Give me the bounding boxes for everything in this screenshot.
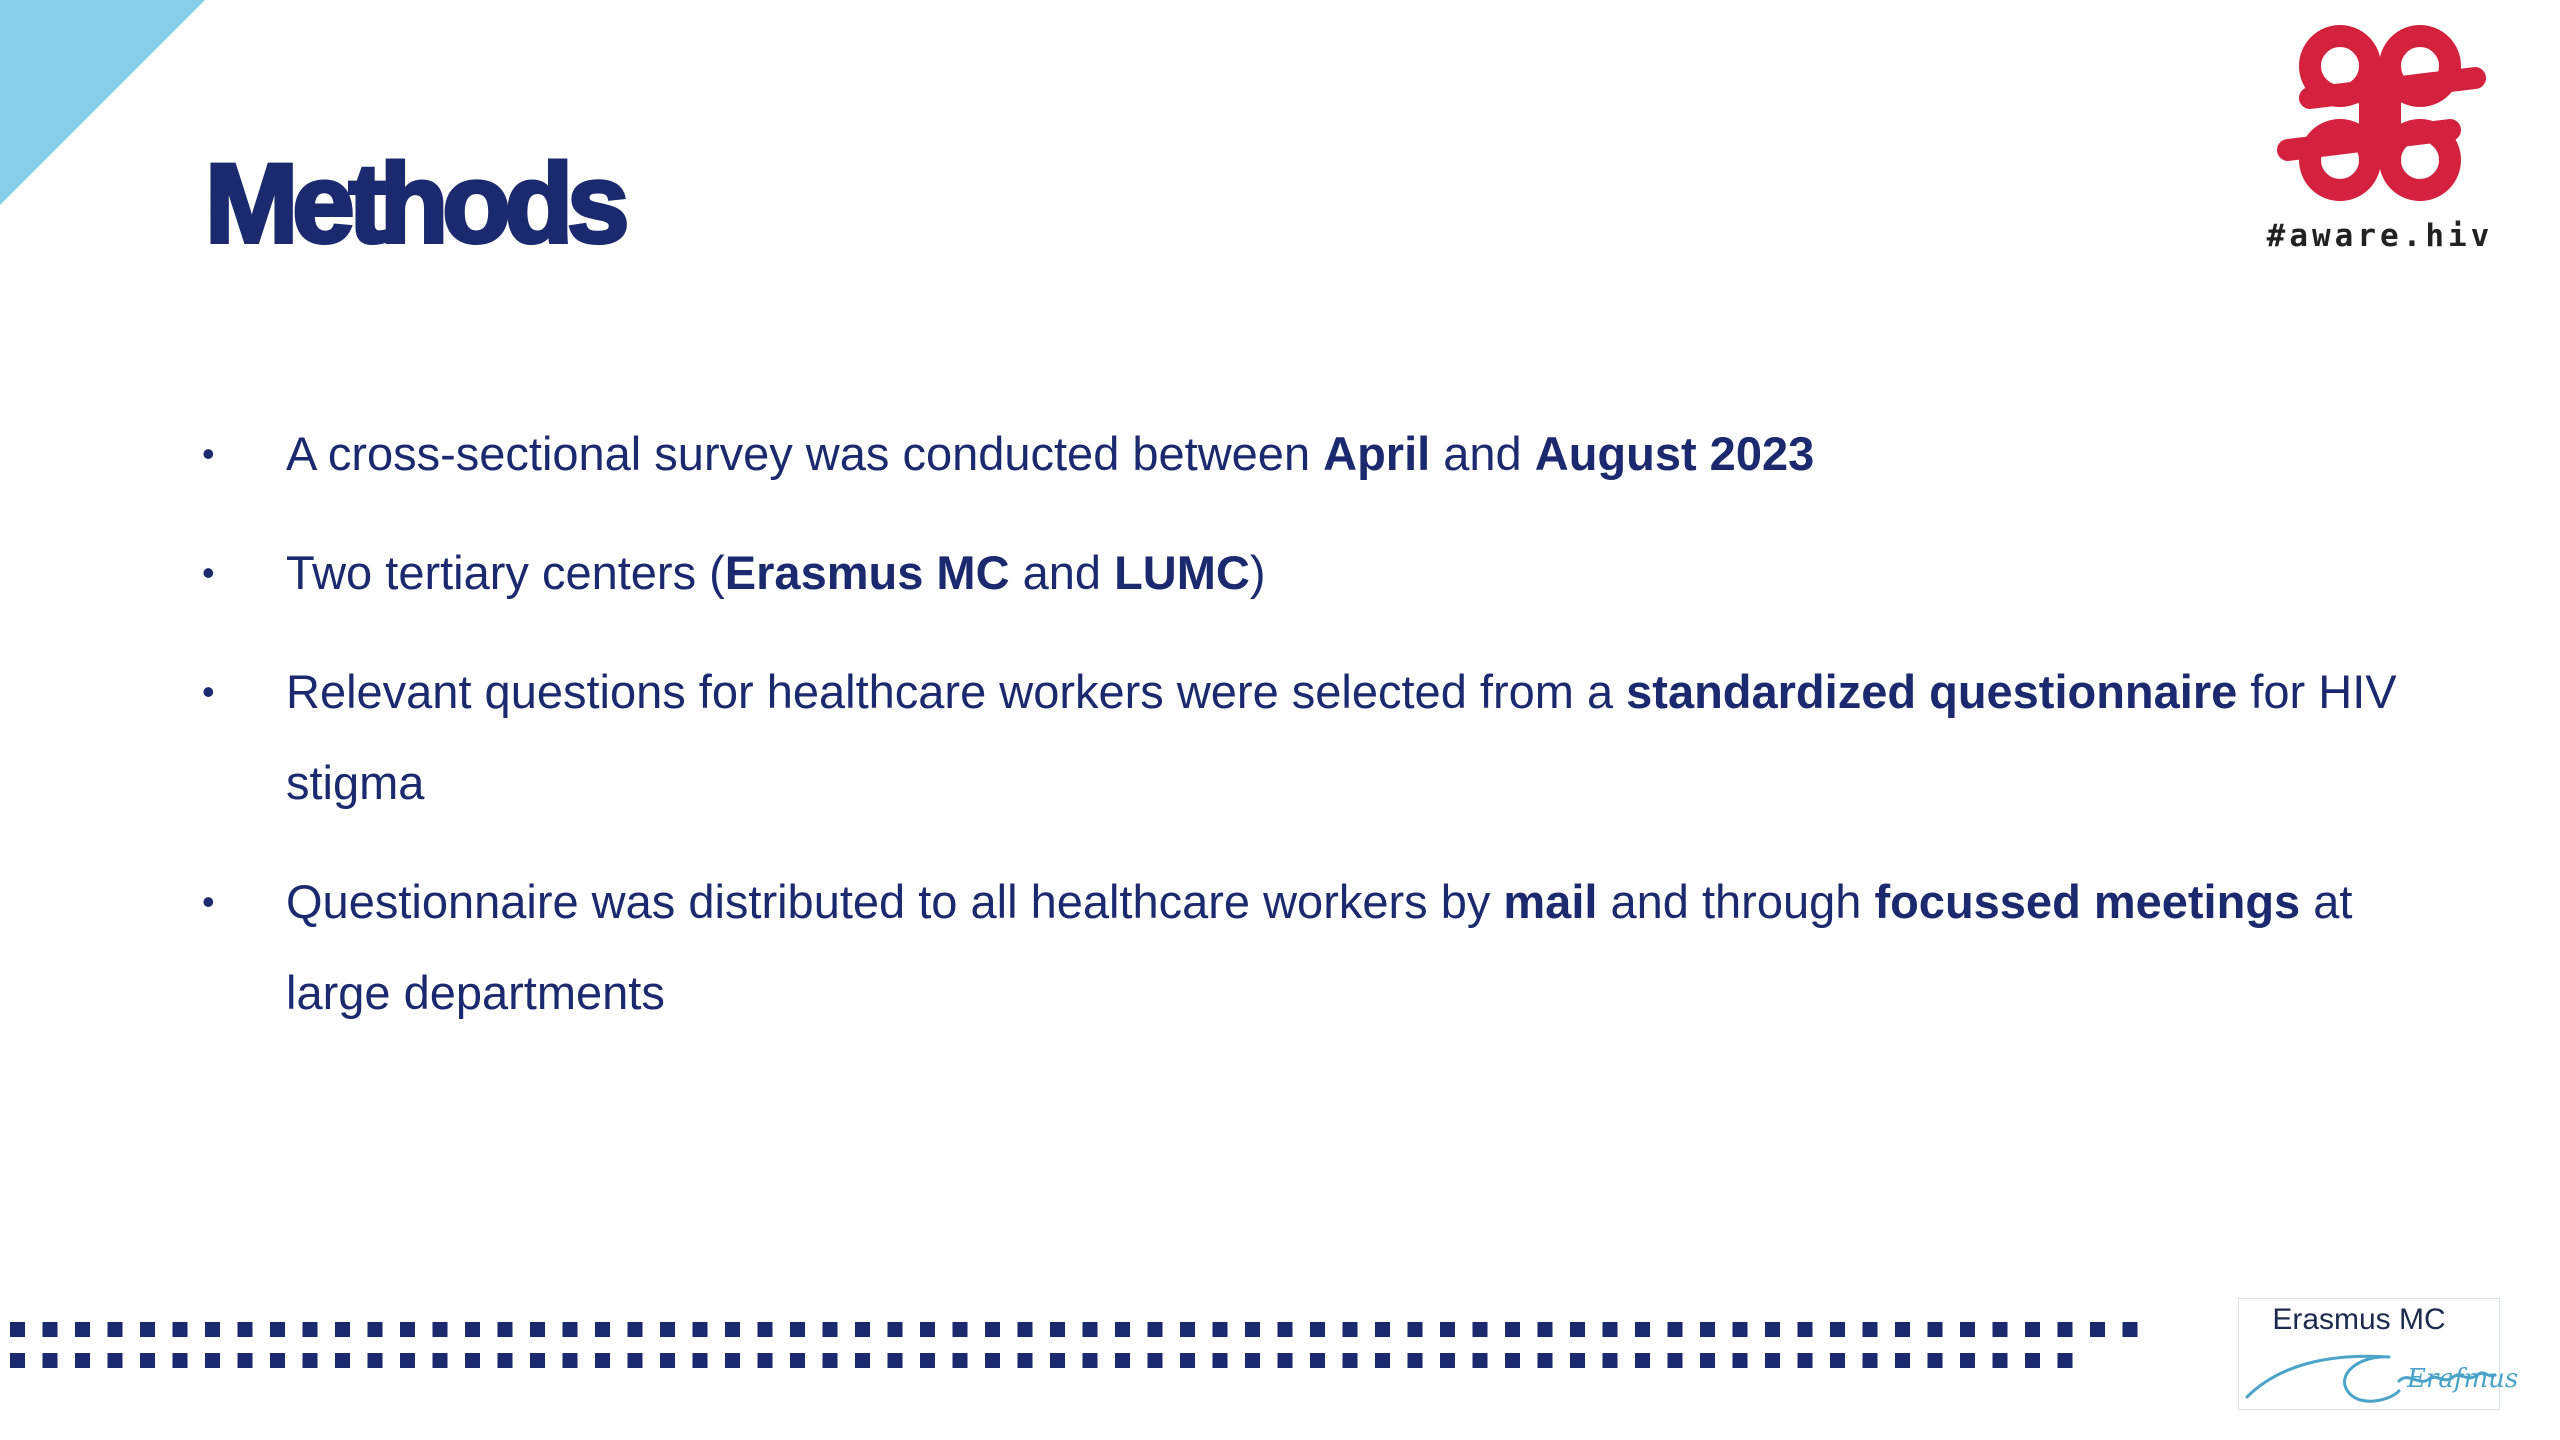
decorative-dot (2090, 1322, 2105, 1337)
erasmus-signature-text: Erafmus (2407, 1364, 2519, 1394)
bullet-text: for HIV stigma (286, 665, 2397, 809)
decorative-dot (1018, 1322, 1033, 1337)
decorative-dot (1050, 1353, 1065, 1368)
decorative-dot (1765, 1353, 1780, 1368)
decorative-dot (1408, 1322, 1423, 1337)
decorative-dot (1505, 1322, 1520, 1337)
erasmus-mc-name: Erasmus MC (2272, 1303, 2446, 1336)
decorative-dot (1603, 1353, 1618, 1368)
decorative-dot (1083, 1322, 1098, 1337)
decorative-dot (1895, 1322, 1910, 1337)
decorative-dot (920, 1353, 935, 1368)
decorative-dot (823, 1353, 838, 1368)
decorative-dot (1668, 1353, 1683, 1368)
decorative-dot (1570, 1322, 1585, 1337)
decorative-dot (2025, 1322, 2040, 1337)
decorative-dot (1830, 1322, 1845, 1337)
slide-title: Methods (205, 141, 624, 266)
decorative-dot (888, 1353, 903, 1368)
bullet-emphasis-text: Erasmus MC (724, 546, 1010, 599)
decorative-dot (1960, 1353, 1975, 1368)
decorative-dot (1928, 1322, 1943, 1337)
decorative-dot (1115, 1322, 1130, 1337)
decorative-dot (1538, 1322, 1553, 1337)
decorative-dot (1895, 1353, 1910, 1368)
bullet-emphasis-text: April (1323, 427, 1431, 480)
decorative-dot (1180, 1353, 1195, 1368)
decorative-dot (758, 1353, 773, 1368)
decorative-dot (985, 1353, 1000, 1368)
corner-accent-triangle (0, 0, 210, 210)
decorative-dot (368, 1322, 383, 1337)
decorative-dot (433, 1322, 448, 1337)
decorative-dot (1343, 1353, 1358, 1368)
decorative-dot (823, 1322, 838, 1337)
decorative-dot (1180, 1322, 1195, 1337)
decorative-dot (140, 1322, 155, 1337)
decorative-dot (205, 1353, 220, 1368)
decorative-dot-row-bottom (10, 1353, 2100, 1369)
decorative-dot (1798, 1353, 1813, 1368)
decorative-dot (1863, 1322, 1878, 1337)
decorative-dot (953, 1322, 968, 1337)
decorative-dot (1375, 1353, 1390, 1368)
decorative-dot (660, 1322, 675, 1337)
bullet-item (200, 646, 2440, 828)
bullet-marker: • (202, 433, 215, 474)
aware-hiv-hashtag: #aware.hiv (2266, 218, 2494, 254)
decorative-dot (1148, 1322, 1163, 1337)
decorative-dot (1278, 1353, 1293, 1368)
bullet-marker: • (202, 552, 215, 593)
decorative-dot (1083, 1353, 1098, 1368)
decorative-dot (75, 1322, 90, 1337)
decorative-dot (400, 1322, 415, 1337)
decorative-dot (563, 1322, 578, 1337)
erasmus-signature-icon (2239, 1335, 2519, 1409)
decorative-dot (1570, 1353, 1585, 1368)
decorative-dot (75, 1353, 90, 1368)
decorative-dot (270, 1322, 285, 1337)
bullet-item (200, 527, 2440, 618)
bullet-text: at large departments (286, 875, 2353, 1019)
decorative-dot (888, 1322, 903, 1337)
decorative-dot (725, 1353, 740, 1368)
decorative-dot (238, 1353, 253, 1368)
hiv-awareness-logo-icon (2270, 18, 2490, 218)
decorative-dot (530, 1322, 545, 1337)
bullet-item (200, 408, 2440, 499)
decorative-dot (498, 1353, 513, 1368)
decorative-dot (465, 1353, 480, 1368)
decorative-dot (1928, 1353, 1943, 1368)
decorative-dot (790, 1353, 805, 1368)
decorative-dot (953, 1353, 968, 1368)
decorative-dot (1538, 1353, 1553, 1368)
decorative-dot (238, 1322, 253, 1337)
decorative-dot (1700, 1322, 1715, 1337)
decorative-dot (1148, 1353, 1163, 1368)
decorative-dot (725, 1322, 740, 1337)
decorative-dot (140, 1353, 155, 1368)
decorative-dot (1473, 1322, 1488, 1337)
decorative-dot (758, 1322, 773, 1337)
bullet-text: and (1009, 546, 1115, 599)
decorative-dot (2025, 1353, 2040, 1368)
decorative-dot (563, 1353, 578, 1368)
bullet-text: Relevant questions for healthcare workers were selected from a (286, 665, 1627, 718)
bullet-text: A cross-sectional survey was conducted between (286, 427, 1324, 480)
decorative-dot (2058, 1322, 2073, 1337)
decorative-dot (1733, 1322, 1748, 1337)
decorative-dot (1245, 1322, 1260, 1337)
bullet-text: and (1430, 427, 1535, 480)
decorative-dot (498, 1322, 513, 1337)
decorative-dot (1733, 1353, 1748, 1368)
decorative-dot (1505, 1353, 1520, 1368)
decorative-dot (400, 1353, 415, 1368)
decorative-dot (1310, 1322, 1325, 1337)
decorative-dot (1798, 1322, 1813, 1337)
decorative-dot (628, 1322, 643, 1337)
decorative-dot (595, 1353, 610, 1368)
decorative-dot (693, 1353, 708, 1368)
decorative-dot (1765, 1322, 1780, 1337)
decorative-dot (1668, 1322, 1683, 1337)
bullet-emphasis-text: mail (1503, 875, 1598, 928)
decorative-dot (173, 1322, 188, 1337)
decorative-dot (43, 1353, 58, 1368)
decorative-dot (1050, 1322, 1065, 1337)
decorative-dot (1440, 1353, 1455, 1368)
decorative-dot (2058, 1353, 2073, 1368)
decorative-dot (303, 1322, 318, 1337)
decorative-dot (1863, 1353, 1878, 1368)
decorative-dot (1993, 1322, 2008, 1337)
decorative-dot (1310, 1353, 1325, 1368)
decorative-dot (1603, 1322, 1618, 1337)
bullet-emphasis-text: August 2023 (1534, 427, 1815, 480)
decorative-dot (1830, 1353, 1845, 1368)
decorative-dot (1375, 1322, 1390, 1337)
bullet-marker: • (202, 881, 215, 922)
decorative-dot (270, 1353, 285, 1368)
bullet-item (200, 856, 2440, 1038)
decorative-dot (2123, 1322, 2138, 1337)
erasmus-mc-logo (2238, 1298, 2519, 1410)
decorative-dot (660, 1353, 675, 1368)
decorative-dot (628, 1353, 643, 1368)
decorative-dot (108, 1322, 123, 1337)
decorative-dot (1440, 1322, 1455, 1337)
decorative-dot (1278, 1322, 1293, 1337)
decorative-dot (1700, 1353, 1715, 1368)
decorative-dot (1018, 1353, 1033, 1368)
decorative-dot-row-top (10, 1322, 2180, 1338)
decorative-dot (10, 1322, 25, 1337)
decorative-dot (465, 1322, 480, 1337)
bullet-text: ) (1249, 546, 1266, 599)
decorative-dot (693, 1322, 708, 1337)
decorative-dot (1993, 1353, 2008, 1368)
decorative-dot (205, 1322, 220, 1337)
bullet-emphasis-text: LUMC (1114, 546, 1250, 599)
decorative-dot (1408, 1353, 1423, 1368)
decorative-dot (1960, 1322, 1975, 1337)
decorative-dot (1343, 1322, 1358, 1337)
decorative-dot (368, 1353, 383, 1368)
decorative-dot (1115, 1353, 1130, 1368)
decorative-dot (335, 1322, 350, 1337)
decorative-dot (303, 1353, 318, 1368)
decorative-dot (43, 1322, 58, 1337)
bullet-text: Two tertiary centers ( (286, 546, 725, 599)
decorative-dot (1635, 1322, 1650, 1337)
decorative-dot (173, 1353, 188, 1368)
bullet-text: and through (1597, 875, 1875, 928)
decorative-dot (108, 1353, 123, 1368)
decorative-dot (433, 1353, 448, 1368)
decorative-dot (790, 1322, 805, 1337)
decorative-dot (1213, 1322, 1228, 1337)
decorative-dot (10, 1353, 25, 1368)
bullet-marker: • (202, 671, 215, 712)
bullet-emphasis-text: standardized questionnaire (1626, 665, 2238, 718)
decorative-dot (1473, 1353, 1488, 1368)
bullet-text: Questionnaire was distributed to all healthcare workers by (286, 875, 1504, 928)
decorative-dot (1635, 1353, 1650, 1368)
decorative-dot (920, 1322, 935, 1337)
decorative-dot (530, 1353, 545, 1368)
decorative-dot (335, 1353, 350, 1368)
aware-hiv-logo (2260, 18, 2500, 258)
bullet-list (200, 408, 2440, 1066)
bullet-emphasis-text: focussed meetings (1874, 875, 2301, 928)
decorative-dot (855, 1322, 870, 1337)
decorative-dot (985, 1322, 1000, 1337)
decorative-dot (1245, 1353, 1260, 1368)
decorative-dot (595, 1322, 610, 1337)
decorative-dot (855, 1353, 870, 1368)
decorative-dot (1213, 1353, 1228, 1368)
